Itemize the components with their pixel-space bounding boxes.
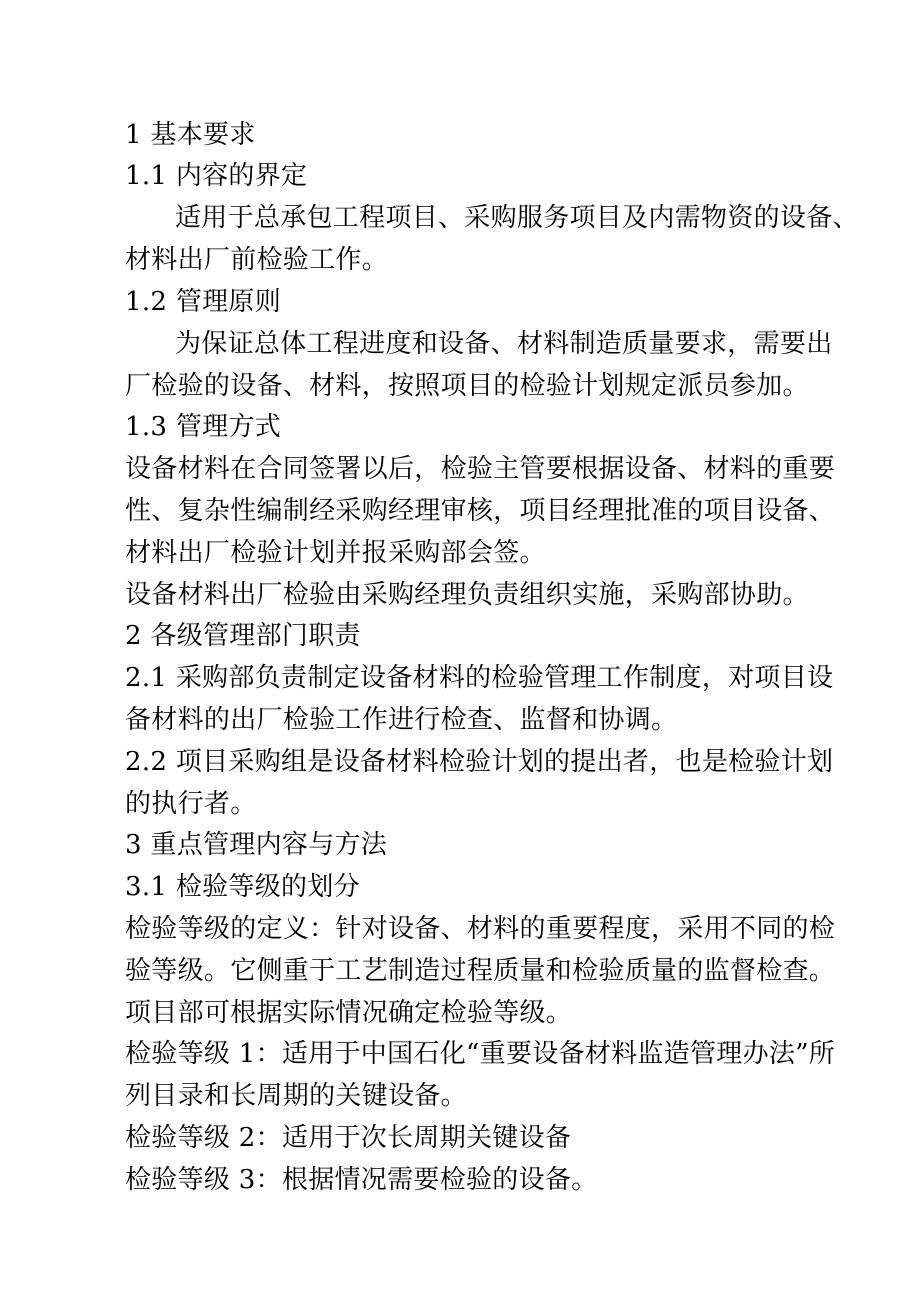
heading-3: 3 重点管理内容与方法: [125, 830, 388, 860]
paragraph-line: 验等级。它侧重于工艺制造过程质量和检验质量的监督检查。: [125, 956, 836, 986]
paragraph-line: 材料出厂检验计划并报采购部会签。: [125, 538, 546, 568]
paragraph-line: 2.1 采购部负责制定设备材料的检验管理工作制度，对项目设: [125, 663, 834, 693]
paragraph-line: 材料出厂前检验工作。: [125, 245, 389, 275]
heading-1: 1 基本要求: [125, 120, 256, 150]
paragraph-line: 2.2 项目采购组是设备材料检验计划的提出者，也是检验计划: [125, 747, 834, 777]
paragraph-line: 厂检验的设备、材料，按照项目的检验计划规定派员参加。: [125, 371, 809, 401]
heading-1-2: 1.2 管理原则: [125, 287, 282, 317]
paragraph-line: 列目录和长周期的关键设备。: [125, 1081, 467, 1111]
paragraph-line: 检验等级 2：适用于次长周期关键设备: [125, 1123, 572, 1153]
paragraph-line: 检验等级 1：适用于中国石化“重要设备材料监造管理办法”所: [125, 1039, 836, 1069]
paragraph-line: 的执行者。: [125, 789, 257, 819]
heading-1-1: 1.1 内容的界定: [125, 161, 308, 191]
paragraph-line: 项目部可根据实际情况确定检验等级。: [125, 998, 573, 1028]
heading-2: 2 各级管理部门职责: [125, 621, 361, 651]
paragraph-line: 检验等级 3：根据情况需要检验的设备。: [125, 1165, 598, 1195]
paragraph-line: 检验等级的定义：针对设备、材料的重要程度，采用不同的检: [125, 914, 836, 944]
paragraph-line: 性、复杂性编制经采购经理审核，项目经理批准的项目设备、: [125, 496, 836, 526]
heading-3-1: 3.1 检验等级的划分: [125, 872, 360, 902]
paragraph-line: 设备材料出厂检验由采购经理负责组织实施，采购部协助。: [125, 580, 809, 610]
paragraph-line: 适用于总承包工程项目、采购服务项目及内需物资的设备、: [175, 203, 859, 233]
paragraph-line: 为保证总体工程进度和设备、材料制造质量要求，需要出: [175, 329, 833, 359]
heading-1-3: 1.3 管理方式: [125, 412, 282, 442]
paragraph-line: 设备材料在合同签署以后，检验主管要根据设备、材料的重要: [125, 454, 836, 484]
paragraph-line: 备材料的出厂检验工作进行检查、监督和协调。: [125, 705, 678, 735]
